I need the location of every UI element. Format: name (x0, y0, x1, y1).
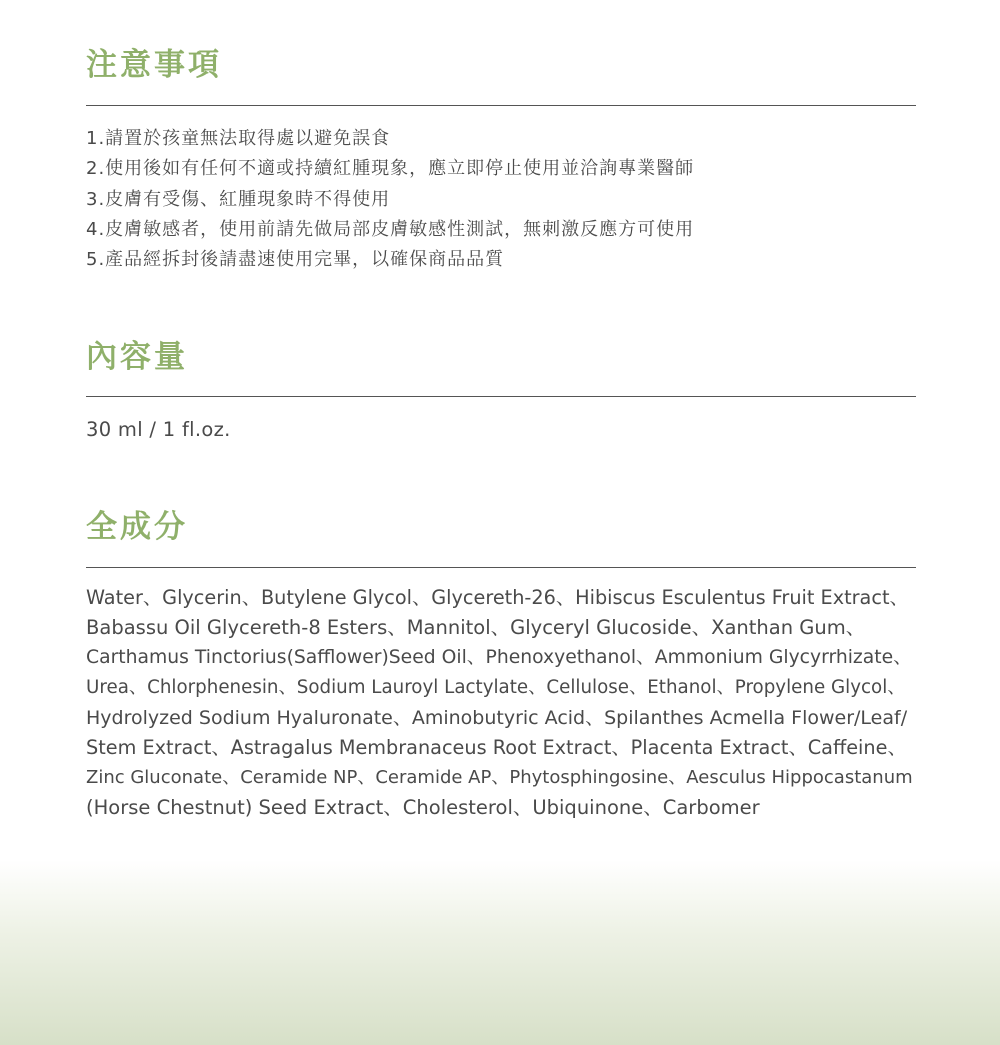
precautions-section (86, 47, 916, 275)
list-item: 4.皮膚敏感者，使用前請先做局部皮膚敏感性測試，無刺激反應方可使用 (86, 218, 695, 240)
volume-divider (86, 396, 916, 397)
ingredients-line: Babassu Oil Glycereth-8 Esters、Mannitol、Glyceryl Glucoside、Xanthan Gum、 (86, 616, 866, 639)
precautions-list (86, 124, 916, 275)
ingredients-line: Water、Glycerin、Butylene Glycol、Glycereth-26、Hibiscus Esculentus Fruit Extract、 (86, 586, 909, 609)
ingredients-line: Hydrolyzed Sodium Hyaluronate、Aminobutyric Acid、Spilanthes Acmella Flower/Leaf/ (86, 707, 908, 729)
ingredients-line: Zinc Gluconate、Ceramide NP、Ceramide AP、Phytosphingosine、Aesculus Hippocastanum (86, 767, 913, 788)
list-item: 1.請置於孩童無法取得處以避免誤食 (86, 128, 391, 149)
list-item: 2.使用後如有任何不適或持續紅腫現象，應立即停止使用並洽詢專業醫師 (86, 158, 695, 180)
ingredients-list (86, 583, 916, 823)
list-item: 5.產品經拆封後請盡速使用完畢，以確保商品品質 (86, 249, 505, 271)
ingredients-divider (86, 567, 916, 568)
ingredients-line: Stem Extract、Astragalus Membranaceus Root Extract、Placenta Extract、Caffeine、 (86, 736, 907, 759)
ingredients-heading: 全成分 (86, 509, 188, 545)
ingredients-line: Urea、Chlorphenesin、Sodium Lauroyl Lactylate、Cellulose、Ethanol、Propylene Glycol、 (86, 677, 906, 698)
ingredients-section (86, 509, 916, 823)
precautions-divider (86, 105, 916, 106)
volume-value: 30 ml / 1 fl.oz. (86, 418, 231, 441)
volume-heading: 內容量 (86, 339, 188, 375)
list-item: 3.皮膚有受傷、紅腫現象時不得使用 (86, 188, 391, 210)
volume-section (86, 339, 916, 445)
precautions-heading: 注意事項 (86, 47, 222, 83)
ingredients-line: Carthamus Tinctorius(Safflower)Seed Oil、Phenoxyethanol、Ammonium Glycyrrhizate、 (86, 647, 912, 668)
ingredients-line: (Horse Chestnut) Seed Extract、Cholesterol、Ubiquinone、Carbomer (86, 796, 760, 819)
